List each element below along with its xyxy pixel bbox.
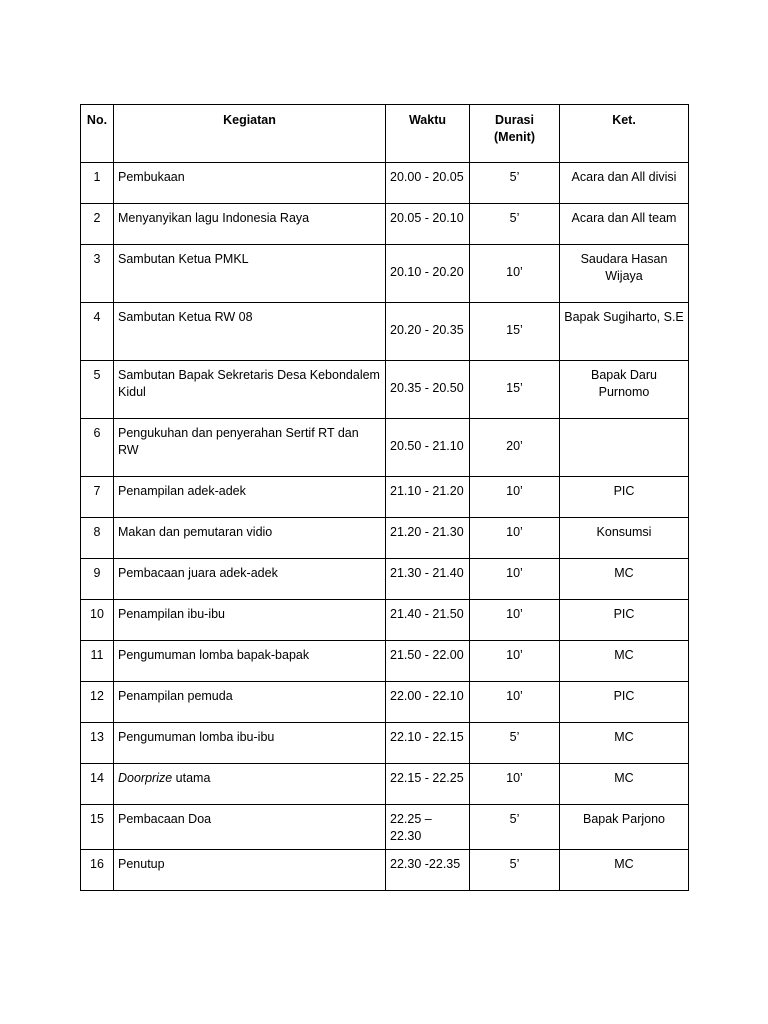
cell-ket: Bapak Sugiharto, S.E	[560, 303, 689, 361]
table-row	[81, 641, 689, 682]
cell-no: 15	[81, 805, 114, 850]
cell-no: 3	[81, 245, 114, 303]
cell-kegiatan: Pembacaan juara adek-adek	[114, 559, 386, 600]
cell-no: 11	[81, 641, 114, 682]
cell-kegiatan: Pengumuman lomba ibu-ibu	[114, 723, 386, 764]
table-row	[81, 361, 689, 419]
cell-kegiatan: Pengumuman lomba bapak-bapak	[114, 641, 386, 682]
header-durasi-line1: Durasi	[495, 113, 534, 127]
table-row	[81, 682, 689, 723]
schedule-table	[80, 104, 689, 891]
cell-ket: MC	[560, 641, 689, 682]
header-waktu: Waktu	[386, 105, 470, 163]
cell-kegiatan: Sambutan Bapak Sekretaris Desa Kebondalem Kidul	[114, 361, 386, 419]
cell-ket: Bapak Daru Purnomo	[560, 361, 689, 419]
table-row	[81, 723, 689, 764]
cell-kegiatan: Pengukuhan dan penyerahan Sertif RT dan RW	[114, 419, 386, 477]
cell-no: 5	[81, 361, 114, 419]
cell-durasi: 10’	[470, 682, 560, 723]
header-ket: Ket.	[560, 105, 689, 163]
table-row	[81, 419, 689, 477]
cell-waktu: 21.40 - 21.50	[386, 600, 470, 641]
table-row	[81, 163, 689, 204]
cell-no: 4	[81, 303, 114, 361]
cell-no: 10	[81, 600, 114, 641]
cell-ket: Acara dan All team	[560, 204, 689, 245]
table-row	[81, 559, 689, 600]
cell-ket: PIC	[560, 477, 689, 518]
table-row	[81, 764, 689, 805]
cell-kegiatan: Penampilan pemuda	[114, 682, 386, 723]
table-row	[81, 303, 689, 361]
cell-waktu: 20.05 - 20.10	[386, 204, 470, 245]
table-row	[81, 204, 689, 245]
cell-durasi: 15’	[470, 303, 560, 361]
cell-ket: PIC	[560, 600, 689, 641]
cell-waktu: 20.35 - 20.50	[386, 361, 470, 419]
header-kegiatan: Kegiatan	[114, 105, 386, 163]
cell-waktu: 20.50 - 21.10	[386, 419, 470, 477]
cell-waktu: 20.20 - 20.35	[386, 303, 470, 361]
cell-durasi: 10’	[470, 600, 560, 641]
cell-waktu: 21.50 - 22.00	[386, 641, 470, 682]
cell-kegiatan: Sambutan Ketua PMKL	[114, 245, 386, 303]
table-row	[81, 850, 689, 891]
cell-no: 14	[81, 764, 114, 805]
cell-ket: Saudara Hasan Wijaya	[560, 245, 689, 303]
table-row	[81, 245, 689, 303]
cell-durasi: 5’	[470, 805, 560, 850]
cell-ket: Bapak Parjono	[560, 805, 689, 850]
cell-no: 7	[81, 477, 114, 518]
table-header-row	[81, 105, 689, 163]
cell-ket: Konsumsi	[560, 518, 689, 559]
cell-waktu: 22.30 -22.35	[386, 850, 470, 891]
cell-ket: PIC	[560, 682, 689, 723]
header-no: No.	[81, 105, 114, 163]
schedule-body	[81, 163, 689, 891]
cell-durasi: 10’	[470, 641, 560, 682]
cell-kegiatan: Penampilan adek-adek	[114, 477, 386, 518]
table-row	[81, 805, 689, 850]
table-row	[81, 600, 689, 641]
cell-waktu: 22.10 - 22.15	[386, 723, 470, 764]
cell-no: 12	[81, 682, 114, 723]
table-row	[81, 477, 689, 518]
cell-ket: MC	[560, 850, 689, 891]
cell-kegiatan: Penampilan ibu-ibu	[114, 600, 386, 641]
cell-kegiatan: Doorprize utama	[114, 764, 386, 805]
cell-waktu: 20.10 - 20.20	[386, 245, 470, 303]
cell-durasi: 5’	[470, 723, 560, 764]
cell-ket: Acara dan All divisi	[560, 163, 689, 204]
cell-ket: MC	[560, 723, 689, 764]
cell-waktu: 21.30 - 21.40	[386, 559, 470, 600]
cell-no: 16	[81, 850, 114, 891]
cell-durasi: 20’	[470, 419, 560, 477]
cell-no: 13	[81, 723, 114, 764]
cell-no: 6	[81, 419, 114, 477]
cell-waktu: 22.15 - 22.25	[386, 764, 470, 805]
cell-ket	[560, 419, 689, 477]
cell-kegiatan: Pembukaan	[114, 163, 386, 204]
cell-durasi: 5’	[470, 204, 560, 245]
cell-ket: MC	[560, 764, 689, 805]
table-row	[81, 518, 689, 559]
cell-durasi: 5’	[470, 850, 560, 891]
cell-kegiatan: Penutup	[114, 850, 386, 891]
cell-kegiatan-italic: Doorprize	[118, 771, 173, 785]
cell-waktu: 20.00 - 20.05	[386, 163, 470, 204]
cell-durasi: 10’	[470, 764, 560, 805]
cell-kegiatan: Pembacaan Doa	[114, 805, 386, 850]
cell-no: 2	[81, 204, 114, 245]
cell-durasi: 10’	[470, 518, 560, 559]
cell-durasi: 10’	[470, 477, 560, 518]
cell-waktu: 22.25 – 22.30	[386, 805, 470, 850]
cell-waktu: 21.20 - 21.30	[386, 518, 470, 559]
cell-durasi: 15’	[470, 361, 560, 419]
cell-no: 1	[81, 163, 114, 204]
header-durasi	[470, 105, 560, 163]
cell-no: 9	[81, 559, 114, 600]
cell-kegiatan: Makan dan pemutaran vidio	[114, 518, 386, 559]
cell-waktu: 22.00 - 22.10	[386, 682, 470, 723]
cell-kegiatan: Menyanyikan lagu Indonesia Raya	[114, 204, 386, 245]
cell-durasi: 10’	[470, 245, 560, 303]
cell-durasi: 5’	[470, 163, 560, 204]
cell-waktu: 21.10 - 21.20	[386, 477, 470, 518]
cell-ket: MC	[560, 559, 689, 600]
cell-durasi: 10’	[470, 559, 560, 600]
cell-kegiatan: Sambutan Ketua RW 08	[114, 303, 386, 361]
header-durasi-line2: (Menit)	[494, 130, 535, 144]
cell-no: 8	[81, 518, 114, 559]
